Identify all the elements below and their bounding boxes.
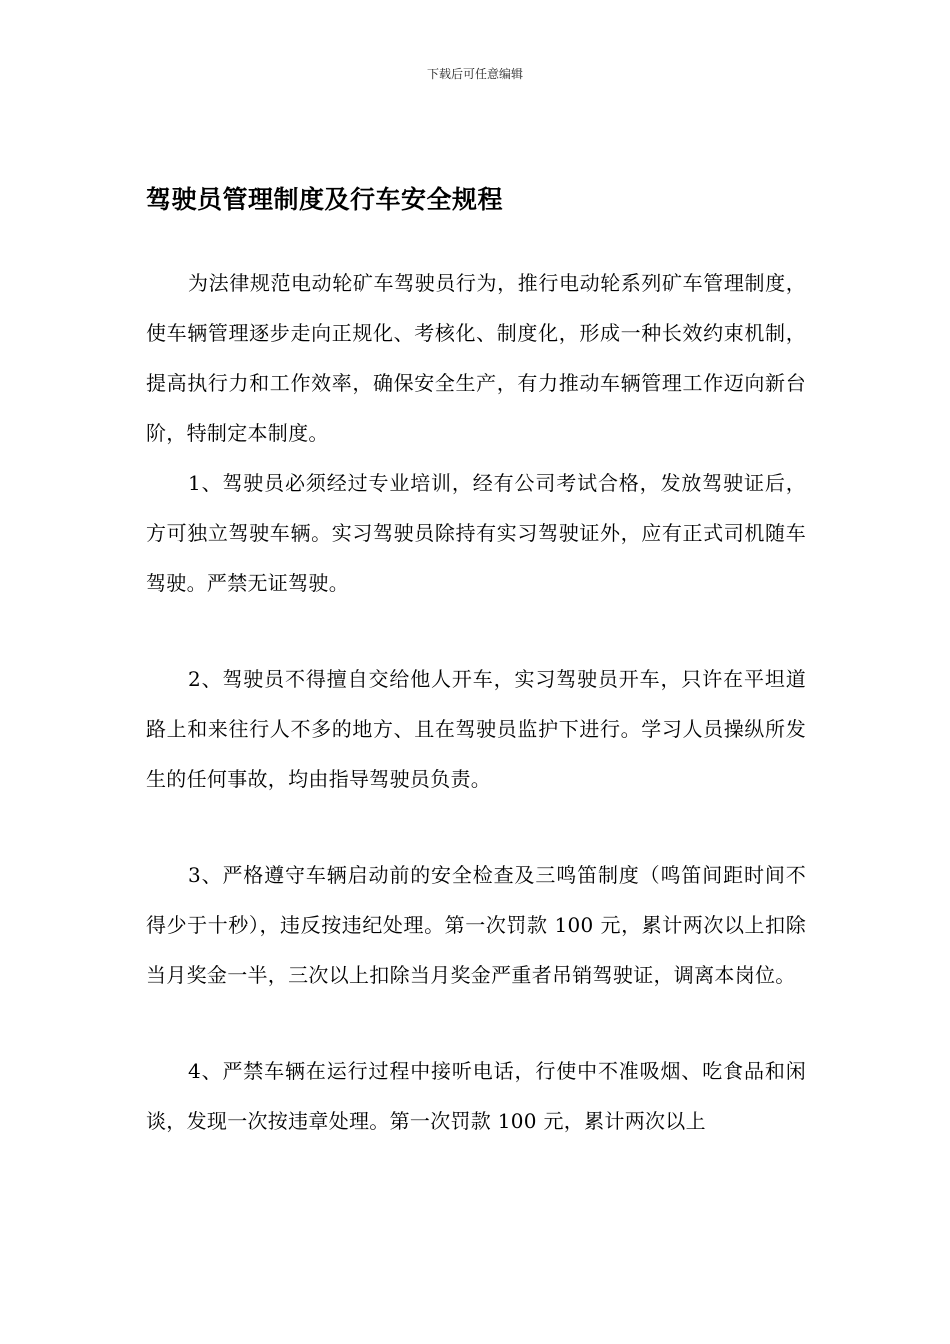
rule-paragraph-4: 4、严禁车辆在运行过程中接听电话，行使中不准吸烟、吃食品和闲谈，发现一次按违章处理。第一次罚款 100 元，累计两次以上 bbox=[146, 1059, 806, 1133]
intro-paragraph: 为法律规范电动轮矿车驾驶员行为，推行电动轮系列矿车管理制度，使车辆管理逐步走向正规化、考核化、制度化，形成一种长效约束机制，提高执行力和工作效率，确保安全生产，有力推动车辆管理工作迈向新台阶，特制定本制度。 bbox=[146, 271, 806, 445]
document-body bbox=[146, 258, 806, 1146]
rule-paragraph-1: 1、驾驶员必须经过专业培训，经有公司考试合格，发放驾驶证后，方可独立驾驶车辆。实习驾驶员除持有实习驾驶证外，应有正式司机随车驾驶。严禁无证驾驶。 bbox=[146, 471, 806, 595]
document-title: 驾驶员管理制度及行车安全规程 bbox=[146, 185, 504, 214]
page-header: 下载后可任意编辑 bbox=[426, 67, 523, 81]
rule-paragraph-3: 3、严格遵守车辆启动前的安全检查及三鸣笛制度（鸣笛间距时间不得少于十秒），违反按违纪处理。第一次罚款 100 元，累计两次以上扣除当月奖金一半，三次以上扣除当月奖金严重者吊销驾驶证，调离本岗位。 bbox=[146, 863, 806, 987]
rule-paragraph-2: 2、驾驶员不得擅自交给他人开车，实习驾驶员开车，只许在平坦道路上和来往行人不多的地方、且在驾驶员监护下进行。学习人员操纵所发生的任何事故，均由指导驾驶员负责。 bbox=[146, 667, 806, 791]
